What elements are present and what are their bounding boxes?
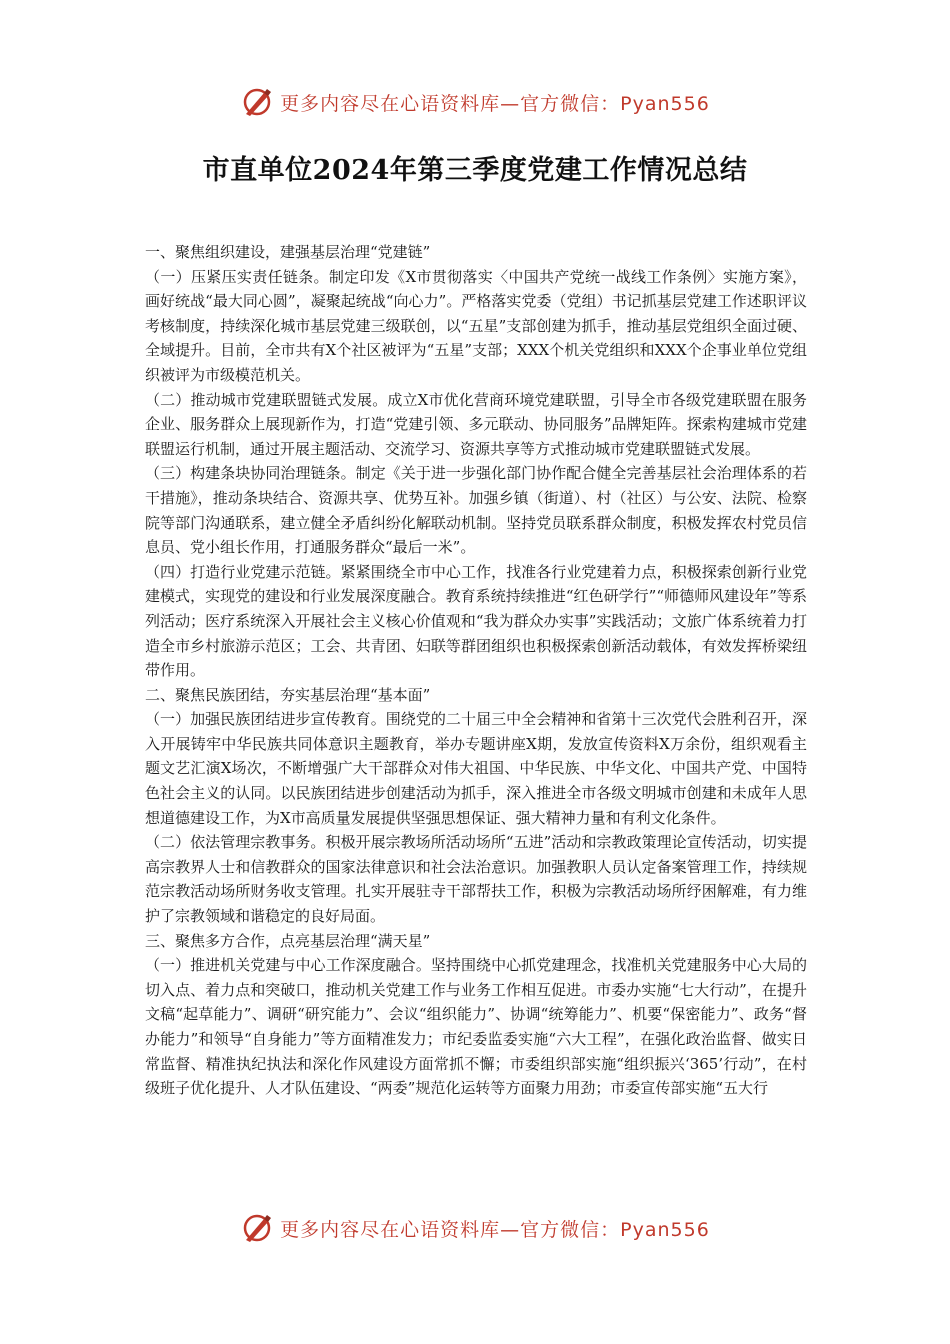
body-paragraph: （三）构建条块协同治理链条。制定《关于进一步强化部门协作配合健全完善基层社会治理体系的若干措施》，推动条块结合、资源共享、优势互补。加强乡镇（街道）、村（社区）与公安、法院、检察院等部门沟通联系，建立健全矛盾纠纷化解联动机制。坚持党员联系群众制度，积极发挥农村党员信息员、党小组长作用，打通服务群众“最后一米”。 [145, 464, 807, 557]
watermark-text: 更多内容尽在心语资料库—官方微信：Pyan556 [280, 1218, 710, 1241]
body-paragraph: （二）推动城市党建联盟链式发展。成立X市优化营商环境党建联盟，引导全市各级党建联盟在服务企业、服务群众上展现新作为，打造“党建引领、多元联动、协同服务”品牌矩阵。探索构建城市党建联盟运行机制，通过开展主题活动、交流学习、资源共享等方式推动城市党建联盟链式发展。 [145, 390, 807, 458]
section-heading: 一、聚焦组织建设，建强基层治理“党建链” [145, 243, 431, 261]
body-paragraph: （四）打造行业党建示范链。紧紧围绕全市中心工作，找准各行业党建着力点，积极探索创新行业党建模式，实现党的建设和行业发展深度融合。教育系统持续推进“红色研学行”“师德师风建设年”等系列活动；医疗系统深入开展社会主义核心价值观和“我为群众办实事”实践活动；文旅广体系统着力打造全市乡村旅游示范区；工会、共青团、妇联等群团组织也积极探索创新活动载体，有效发挥桥梁纽带作用。 [145, 562, 807, 680]
body-paragraph: （一）压紧压实责任链条。制定印发《X市贯彻落实〈中国共产党统一战线工作条例〉实施方案》，画好统战“最大同心圆”，凝聚起统战“向心力”。严格落实党委（党组）书记抓基层党建工作述职评议考核制度，持续深化城市基层党建三级联创，以“五星”支部创建为抓手，推动基层党组织全面过硬、全域提升。目前，全市共有X个社区被评为“五星”支部；XXX个机关党组织和XXX个企事业单位党组织被评为市级模范机关。 [145, 267, 807, 384]
watermark-text: 更多内容尽在心语资料库—官方微信：Pyan556 [280, 92, 710, 115]
body-paragraph: （二）依法管理宗教事务。积极开展宗教场所活动场所“五进”活动和宗教政策理论宣传活动，切实提高宗教界人士和信教群众的国家法律意识和社会法治意识。加强教职人员认定备案管理工作，持续规范宗教活动场所财务收支管理。扎实开展驻寺干部帮扶工作，积极为宗教活动场所纾困解难，有力维护了宗教领域和谐稳定的良好局面。 [145, 833, 807, 926]
pen-logo-icon [240, 1211, 274, 1245]
watermark-top [0, 82, 950, 122]
pen-logo-icon [240, 85, 274, 119]
section-heading: 二、聚焦民族团结，夯实基层治理“基本面” [145, 685, 431, 704]
body-paragraph: （一）加强民族团结进步宣传教育。围绕党的二十届三中全会精神和省第十三次党代会胜利召开，深入开展铸牢中华民族共同体意识主题教育，举办专题讲座X期，发放宣传资料X万余份，组织观看主题文艺汇演X场次，不断增强广大干部群众对伟大祖国、中华民族、中华文化、中国共产党、中国特色社会主义的认同。以民族团结进步创建活动为抓手，深入推进全市各级文明城市创建和未成年人思想道德建设工作，为X市高质量发展提供坚强思想保证、强大精神力量和有利文化条件。 [145, 710, 807, 827]
section-heading: 三、聚焦多方合作，点亮基层治理“满天星” [145, 931, 431, 950]
document-title: 市直单位2024年第三季度党建工作情况总结 [202, 155, 748, 186]
watermark-bottom [0, 1208, 950, 1248]
document-body [145, 240, 807, 1101]
body-paragraph: （一）推进机关党建与中心工作深度融合。坚持围绕中心抓党建理念，找准机关党建服务中心大局的切入点、着力点和突破口，推动机关党建工作与业务工作相互促进。市委办实施“七大行动”，在提升文稿“起草能力”、调研“研究能力”、会议“组织能力”、协调“统筹能力”、机要“保密能力”、政务“督办能力”和领导“自身能力”等方面精准发力；市纪委监委实施“六大工程”，在强化政治监督、做实日常监督、精准执纪执法和深化作风建设方面常抓不懈；市委组织部实施“组织振兴‘365’行动”，在村级班子优化提升、人才队伍建设、“两委”规范化运转等方面聚力用劲；市委宣传部实施“五大行 [145, 956, 807, 1098]
